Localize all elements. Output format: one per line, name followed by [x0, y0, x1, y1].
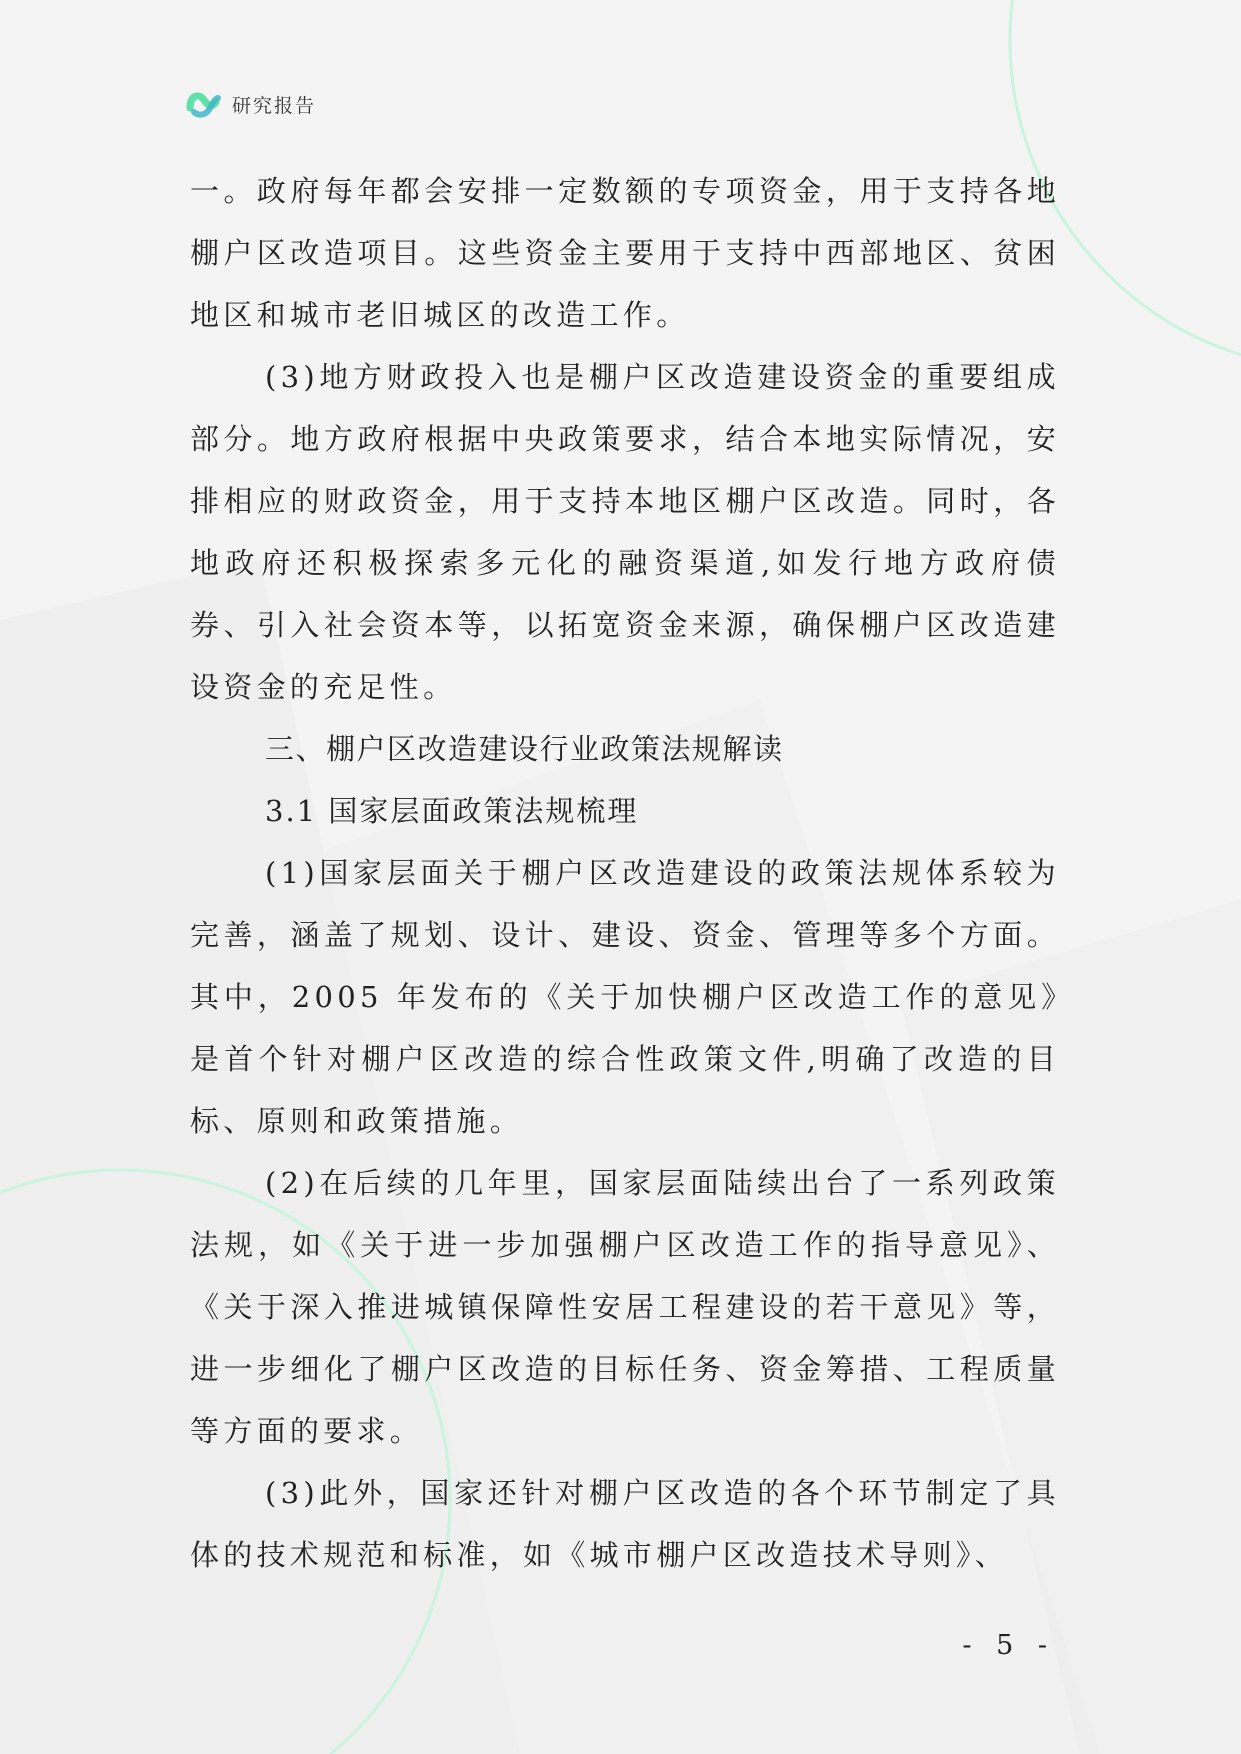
report-header [186, 86, 316, 122]
paragraph-technical-standards: (3)此外，国家还针对棚户区改造的各个环节制定了具体的技术规范和标准，如《城市棚户区改造技术导则》、 [190, 1476, 1060, 1572]
header-label: 研究报告 [232, 94, 317, 117]
paragraph-follow-up-policies: (2)在后续的几年里，国家层面陆续出台了一系列政策法规，如《关于进一步加强棚户区改造工作的指导意见》、《关于深入推进城镇保障性安居工程建设的若干意见》等，进一步细化了棚户区改造的目标任务、资金筹措、工程质量等方面的要求。 [190, 1166, 1060, 1448]
paragraph-policy-system: (1)国家层面关于棚户区改造建设的政策法规体系较为完善，涵盖了规划、设计、建设、资金、管理等多个方面。其中，2005 年发布的《关于加快棚户区改造工作的意见》是首个针对棚户区改造的综合性政策文件,明确了改造的目标、原则和政策措施。 [190, 856, 1060, 1138]
document-body [190, 160, 1060, 1586]
paragraph-local-finance: (3)地方财政投入也是棚户区改造建设资金的重要组成部分。地方政府根据中央政策要求，结合本地实际情况，安排相应的财政资金，用于支持本地区棚户区改造。同时，各地政府还积极探索多元化的融资渠道,如发行地方政府债券、引入社会资本等，以拓宽资金来源，确保棚户区改造建设资金的充足性。 [190, 360, 1060, 704]
paragraph-continuation: 一。政府每年都会安排一定数额的专项资金，用于支持各地棚户区改造项目。这些资金主要用于支持中西部地区、贫困地区和城市老旧城区的改造工作。 [190, 174, 1060, 332]
page-number: - 5 - [962, 1630, 1055, 1661]
logo-icon [186, 86, 222, 122]
subsection-heading: 3.1 国家层面政策法规梳理 [265, 794, 639, 828]
section-heading: 三、棚户区改造建设行业政策法规解读 [265, 732, 784, 766]
